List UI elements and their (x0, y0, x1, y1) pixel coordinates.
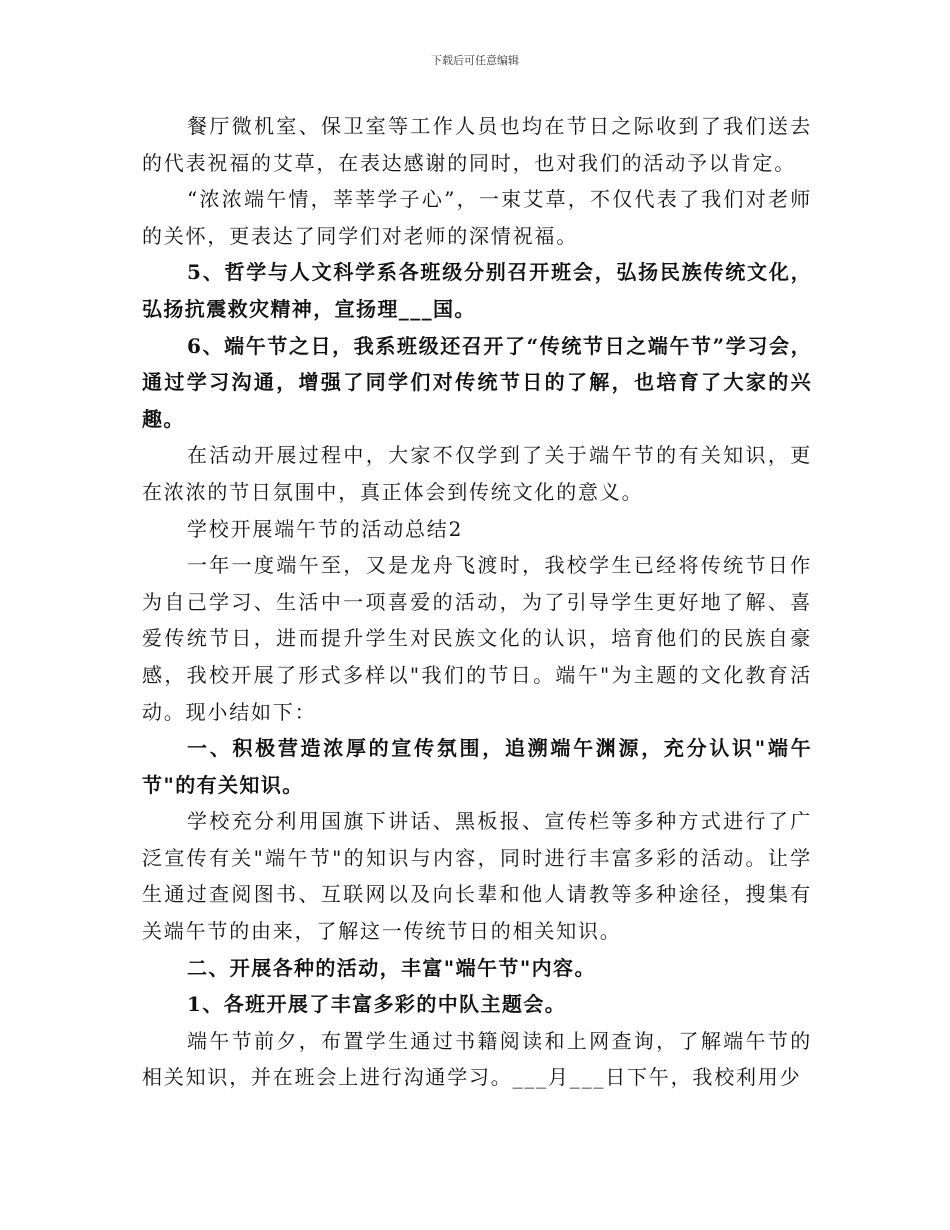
paragraph: 学校充分利用国旗下讲话、黑板报、宣传栏等多种方式进行了广泛宣传有关"端午节"的知识与内容，同时进行丰富多彩的活动。让学生通过查阅图书、互联网以及向长辈和他人请教等多种途径，搜集有关端午节的由来，了解这一传统节日的相关知识。 (142, 809, 812, 944)
section-title: 学校开展端午节的活动总结2 (187, 516, 464, 541)
bold-paragraph: 5、哲学与人文科学系各班级分别召开班会，弘扬民族传统文化，弘扬抗震救灾精神，宣扬理___国。 (142, 260, 812, 321)
paragraph: 一年一度端午至，又是龙舟飞渡时，我校学生已经将传统节日作为自己学习、生活中一项喜爱的活动，为了引导学生更好地了解、喜爱传统节日，进而提升学生对民族文化的认识，培育他们的民族自豪感，我校开展了形式多样以"我们的节日。端午"为主题的文化教育活动。现小结如下： (142, 553, 812, 724)
paragraph: 端午节前夕，布置学生通过书籍阅读和上网查询，了解端午节的相关知识，并在班会上进行沟通学习。___月___日下午，我校利用少 (142, 1028, 812, 1090)
bold-paragraph: 6、端午节之日，我系班级还召开了“传统节日之端午节”学习会，通过学习沟通，增强了同学们对传统节日的了解，也培育了大家的兴趣。 (142, 333, 812, 431)
bold-heading: 二、开展各种的活动，丰富"端午节"内容。 (187, 955, 596, 980)
bold-heading: 1、各班开展了丰富多彩的中队主题会。 (187, 992, 567, 1017)
paragraph: 餐厅微机室、保卫室等工作人员也均在节日之际收到了我们送去的代表祝福的艾草，在表达感谢的同时，也对我们的活动予以肯定。 (142, 114, 812, 175)
paragraph: 在活动开展过程中，大家不仅学到了关于端午节的有关知识，更在浓浓的节日氛围中，真正体会到传统文化的意义。 (142, 443, 812, 504)
page-header-note: 下载后可任意编辑 (431, 54, 519, 67)
document-body (142, 108, 812, 1096)
bold-heading: 一、积极营造浓厚的宣传氛围，追溯端午渊源，充分认识"端午节"的有关知识。 (142, 736, 812, 797)
paragraph: “浓浓端午情，莘莘学子心”，一束艾草，不仅代表了我们对老师的关怀，更表达了同学们对老师的深情祝福。 (142, 187, 812, 248)
